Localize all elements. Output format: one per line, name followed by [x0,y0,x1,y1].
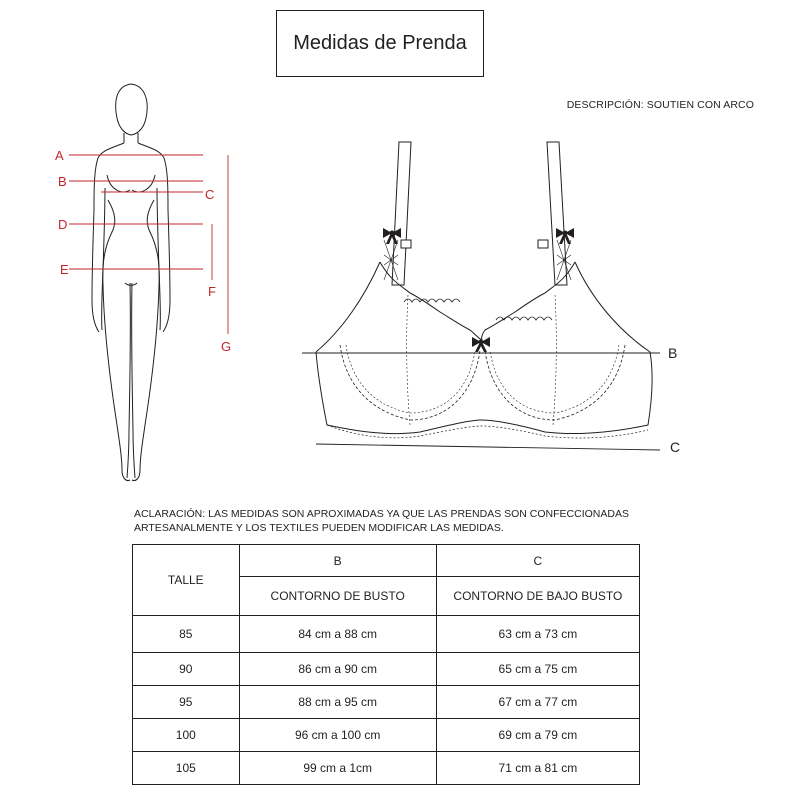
label-e: E [60,262,69,277]
table-header-row [133,545,640,577]
body-figure [92,84,170,481]
bow-left-icon [383,228,401,244]
table-row [133,752,640,785]
cell-bust: 86 cm a 90 cm [239,653,436,686]
cell-size: 95 [133,686,240,719]
cell-bust: 88 cm a 95 cm [239,686,436,719]
header-contorno-bajo-busto: CONTORNO DE BAJO BUSTO [436,577,639,616]
header-letter-b: B [239,545,436,577]
page-title: Medidas de Prenda [276,10,484,77]
cell-underbust: 69 cm a 79 cm [436,719,639,752]
label-c: C [205,187,215,202]
label-b: B [58,174,67,189]
cell-bust: 96 cm a 100 cm [239,719,436,752]
header-contorno-busto: CONTORNO DE BUSTO [239,577,436,616]
table-row [133,653,640,686]
label-a: A [55,148,64,163]
label-f: F [208,284,216,299]
label-d: D [58,217,68,232]
bra-label-c: C [670,439,681,455]
bra-illustration [316,142,652,438]
cell-size: 100 [133,719,240,752]
bra-measure-lines [302,353,660,450]
cell-bust: 84 cm a 88 cm [239,616,436,653]
header-talle: TALLE [133,545,240,616]
cell-underbust: 67 cm a 77 cm [436,686,639,719]
table-row [133,719,640,752]
table-row [133,686,640,719]
header-letter-c: C [436,545,639,577]
cell-size: 105 [133,752,240,785]
garment-description: DESCRIPCIÓN: SOUTIEN CON ARCO [566,99,754,111]
disclaimer-note: ACLARACIÓN: LAS MEDIDAS SON APROXIMADAS YA QUE LAS PRENDAS SON CONFECCIONADAS ARTESANALMENTE Y LOS TEXTILES PUEDEN MODIFICAR LAS MEDIDAS. [134,508,629,534]
table-row [133,616,640,653]
bra-label-b: B [668,345,678,361]
cell-bust: 99 cm a 1cm [239,752,436,785]
label-g: G [221,339,232,354]
cell-size: 90 [133,653,240,686]
body-measure-labels [55,148,231,354]
underbust-line-c [316,444,660,450]
cell-underbust: 71 cm a 81 cm [436,752,639,785]
cell-underbust: 65 cm a 75 cm [436,653,639,686]
cell-underbust: 63 cm a 73 cm [436,616,639,653]
size-table [132,544,640,785]
cell-size: 85 [133,616,240,653]
